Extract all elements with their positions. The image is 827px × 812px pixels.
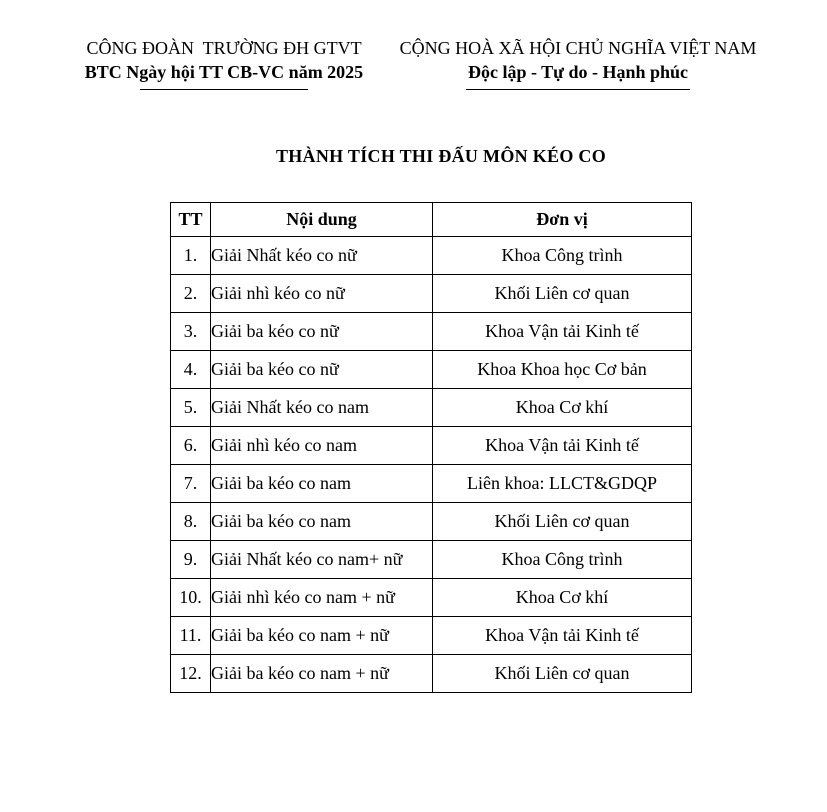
table-row: [171, 617, 692, 655]
row-number-cell: 9.: [171, 541, 211, 579]
prize-description-cell: Giải ba kéo co nam + nữ: [211, 617, 433, 655]
row-number-cell: 5.: [171, 389, 211, 427]
table-row: [171, 503, 692, 541]
prize-description-cell: Giải ba kéo co nữ: [211, 351, 433, 389]
row-number-cell: 7.: [171, 465, 211, 503]
header-row: [171, 203, 692, 237]
column-header-noi-dung: Nội dung: [211, 203, 433, 237]
row-number-cell: 10.: [171, 579, 211, 617]
national-motto: Độc lập - Tự do - Hạnh phúc: [467, 62, 689, 83]
column-header-don-vi: Đơn vị: [433, 203, 692, 237]
row-number-cell: 3.: [171, 313, 211, 351]
table-row: [171, 389, 692, 427]
table-row: [171, 351, 692, 389]
unit-cell: Khoa Khoa học Cơ bản: [433, 351, 692, 389]
prize-description-cell: Giải nhì kéo co nam + nữ: [211, 579, 433, 617]
table-row: [171, 427, 692, 465]
prize-description-cell: Giải Nhất kéo co nữ: [211, 237, 433, 275]
prize-description-cell: Giải ba kéo co nam: [211, 503, 433, 541]
prize-description-cell: Giải Nhất kéo co nam: [211, 389, 433, 427]
prize-description-cell: Giải ba kéo co nam + nữ: [211, 655, 433, 693]
row-number-cell: 6.: [171, 427, 211, 465]
table-row: [171, 313, 692, 351]
table-row: [171, 465, 692, 503]
row-number-cell: 4.: [171, 351, 211, 389]
row-number-cell: 2.: [171, 275, 211, 313]
page-title: THÀNH TÍCH THI ĐẤU MÔN KÉO CO: [275, 146, 607, 166]
unit-cell: Khoa Vận tải Kinh tế: [433, 313, 692, 351]
national-title: CỘNG HOÀ XÃ HỘI CHỦ NGHĨA VIỆT NAM: [399, 38, 757, 58]
row-number-cell: 1.: [171, 237, 211, 275]
prize-description-cell: Giải ba kéo co nữ: [211, 313, 433, 351]
header-left-underline: [140, 89, 308, 90]
results-table: [170, 202, 692, 693]
unit-cell: Khoa Cơ khí: [433, 579, 692, 617]
prize-description-cell: Giải nhì kéo co nam: [211, 427, 433, 465]
unit-cell: Khối Liên cơ quan: [433, 655, 692, 693]
unit-cell: Khối Liên cơ quan: [433, 503, 692, 541]
unit-cell: Liên khoa: LLCT&GDQP: [433, 465, 692, 503]
header-organization: [78, 37, 370, 90]
prize-description-cell: Giải ba kéo co nam: [211, 465, 433, 503]
unit-cell: Khoa Vận tải Kinh tế: [433, 427, 692, 465]
header-national-motto: [386, 37, 770, 90]
unit-cell: Khoa Công trình: [433, 541, 692, 579]
prize-description-cell: Giải Nhất kéo co nam+ nữ: [211, 541, 433, 579]
organization-subtitle: BTC Ngày hội TT CB-VC năm 2025: [84, 62, 364, 83]
unit-cell: Khoa Cơ khí: [433, 389, 692, 427]
unit-cell: Khoa Vận tải Kinh tế: [433, 617, 692, 655]
header-right-underline: [466, 89, 690, 90]
column-header-tt: TT: [171, 203, 211, 237]
table-row: [171, 655, 692, 693]
organization-name: CÔNG ĐOÀN TRƯỜNG ĐH GTVT: [86, 38, 362, 58]
table-row: [171, 579, 692, 617]
prize-description-cell: Giải nhì kéo co nữ: [211, 275, 433, 313]
results-table-body: [171, 237, 692, 693]
row-number-cell: 11.: [171, 617, 211, 655]
table-row: [171, 237, 692, 275]
results-table-header: [171, 203, 692, 237]
unit-cell: Khối Liên cơ quan: [433, 275, 692, 313]
unit-cell: Khoa Công trình: [433, 237, 692, 275]
table-row: [171, 275, 692, 313]
table-row: [171, 541, 692, 579]
row-number-cell: 8.: [171, 503, 211, 541]
row-number-cell: 12.: [171, 655, 211, 693]
